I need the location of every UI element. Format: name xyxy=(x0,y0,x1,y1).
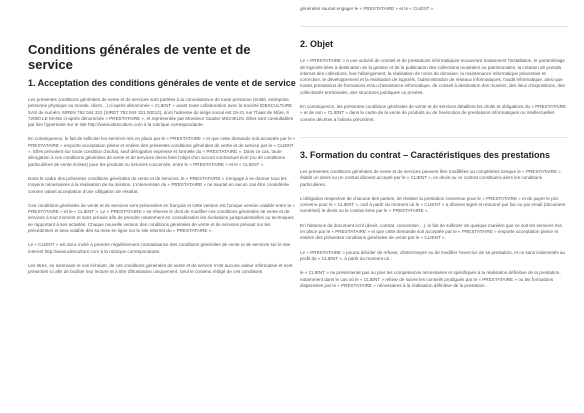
section-3-paragraph: En l'absence de document écrit (devis, contrat, convention…), le fait de solliciter de quelque manière que ce soit les services mis en place par le « PRESTATAIRE » et que cette demande soit acceptée par le « PRESTATAIRE » emporte acceptation pleine et entière des présentes conditions générales de vente par le « CLIENT ». xyxy=(300,222,562,241)
section-1-title: 1. Acceptation des conditions générales de vente et de service xyxy=(28,78,296,88)
right-column xyxy=(300,0,568,413)
section-3-paragraph: le « CLIENT » ne présenterait pas ou plus les compétences nécessaires et spécifiques à la réalisation définitive de la prestation, notamment dans le cas où le « CLIENT » refuse de suivre les conseils prodigués par le « PRESTATAIRE » ou les formations dispensées par le « PRESTATAIRE » nécessaires à la réalisation définitive de la prestation. xyxy=(300,270,561,288)
section-3-paragraph: Le « PRESTATAIRE » pourra décider de refuser, d'interrompre ou de modifier l'exercice de sa prestation, et ce sans indemnités au profit du « CLIENT », à partir du moment où : xyxy=(300,249,566,261)
section-1-paragraph: Dans le cadre des présentes conditions générales de vente et de services, le « PRESTATAIRE » s'engage à se donner tous les moyens nécessaires à la réalisation de sa mission. L'intervention du « PRESTATAIRE » ne saurait en aucun cas être considérée comme valant acceptation d'une obligation de résultat. xyxy=(28,175,290,194)
section-divider xyxy=(300,137,568,138)
section-1-paragraph: Le « CLIENT » est donc invité à prendre régulièrement connaissance des conditions générales de vente et de services sur le site internet http://www.idesculture.com à la rubrique correspondante. xyxy=(28,242,291,254)
section-2-paragraph: En conséquence, les présentes conditions générales de vente et de services détaillent les droits et obligations du « PRESTATAIRE » et de son « CLIENT » dans le cadre de la vente de produits ou de l'exécution de prestations informatiques ou intellectuelles comme décrites à l'alinéa précédent. xyxy=(300,104,567,122)
continued-paragraph: générales saurait engager le « PRESTATAIRE » et le « CLIENT ». xyxy=(300,6,435,11)
section-3-paragraph: L'obligation respective de chacune des parties, de réaliser la prestation convenue pour le « PRESTATAIRE » et de payer le prix convenu pour le « CLIENT », naît à partir du moment où le « CLIENT » a dûment signé et retourné par fax ou par email (document numérisé) le devis ou le contrat émis par le « PRESTATAIRE ». xyxy=(300,195,566,214)
section-divider xyxy=(300,26,568,27)
section-3-title: 3. Formation du contrat – Caractéristiques des prestations xyxy=(300,149,551,160)
section-1-paragraph: Ces conditions générales de vente et de services sont présentées en français et cette version est l'unique version valable entre le « PRESTATAIRE » et le « CLIENT ». Le « PRESTATAIRE » se réserve le droit de modifier ces conditions générales de vente et de services à tout moment et sans préavis afin de prendre notamment en considération les évolutions jurisprudentielles ou techniques se rapportant à ses activités. Chaque nouvelle version des conditions générales de vente et de services prévaut sur les précédentes et sera valable dès sa mise en ligne sur le site internet du « PRESTATAIRE ». xyxy=(28,202,295,234)
section-2-title: 2. Objet xyxy=(300,39,334,50)
section-1-paragraph: Les présentes conditions générales de vente et de services sont portées à la connaissance de toute personne (entité, entreprise, personne physique ou morale, client…) ci-après dénommée « CLIENT » avant toute collaboration avec la Société IDESCULTURE SAS de numéro SIREN 752 044 321 (SIRET 752 044 321 00012), dont l'adresse du siège social est 19-21 rue Thiais de Mûre, 6 72000 LE MANS ci-après dénommée « PRESTATAIRE », et représentée par Monsieur Gautier MICHELIN. Elles sont consultables par lien hypertexte sur le site http://www.idesculture.com à la rubrique correspondante. xyxy=(28,97,294,128)
page-title: Conditions générales de vente et de service xyxy=(28,42,251,72)
section-3-paragraph: Les présentes conditions générales de vente et de services peuvent être modifiées ou complétées lorsque le « PRESTATAIRE » établit un devis ou un contrat dûment accepté par le « CLIENT », ce devis ou ce contrat constituera alors les conditions particulières. xyxy=(300,168,561,187)
section-1-paragraph: En conséquence, le fait de solliciter les services mis en place par le « PRESTATAIRE » et que cette demande soit acceptée par le « PRESTATAIRE » emporte acceptation pleine et entière des présentes conditions générales de vente et de service par le « CLIENT ». Elles prévalent sur toute condition d'achat, sauf dérogation expresse et formelle du « PRESTATAIRE ». Dans ce cas, toute dérogation à ces conditions générales de vente et de services devra faire l'objet d'un accord contractuel écrit (ou de conditions particulières de vente écrites) pour les produits ou services concernés, entre le « PRESTATAIRE » et le « CLIENT ». xyxy=(28,136,296,167)
section-1-paragraph: Les titres, en sommaire le cas échéant, de ces conditions générales de vente et de service n'ont aucune valeur informative et sont présentés ici afin de faciliter leur lecture et à titre d'illustration uniquement. Seul le contenu rédigé de ces conditions xyxy=(28,262,293,275)
left-column xyxy=(28,0,296,413)
section-2-paragraph: Le « PRESTATAIRE » a une activité de conseil et de prestations informatiques recouvrant notamment l'installation, le paramétrage de logiciels liées à destination de la gestion et de la publication des collections muséales ou patrimoniales, la création de portails internet des collections, leur hébergement, la réalisation de noms de domaine, la maintenance informatique préventive et corrective, le développement et la réalisation de logiciels, l'administration de réseaux informatiques, l'audit informatique, ainsi que toutes prestations de formations et/ou d'assistance informatique, de conseil à destination des musées, des lieux d'expositions, des collectivités territoriales, des structures publiques ou privées. xyxy=(300,58,565,95)
